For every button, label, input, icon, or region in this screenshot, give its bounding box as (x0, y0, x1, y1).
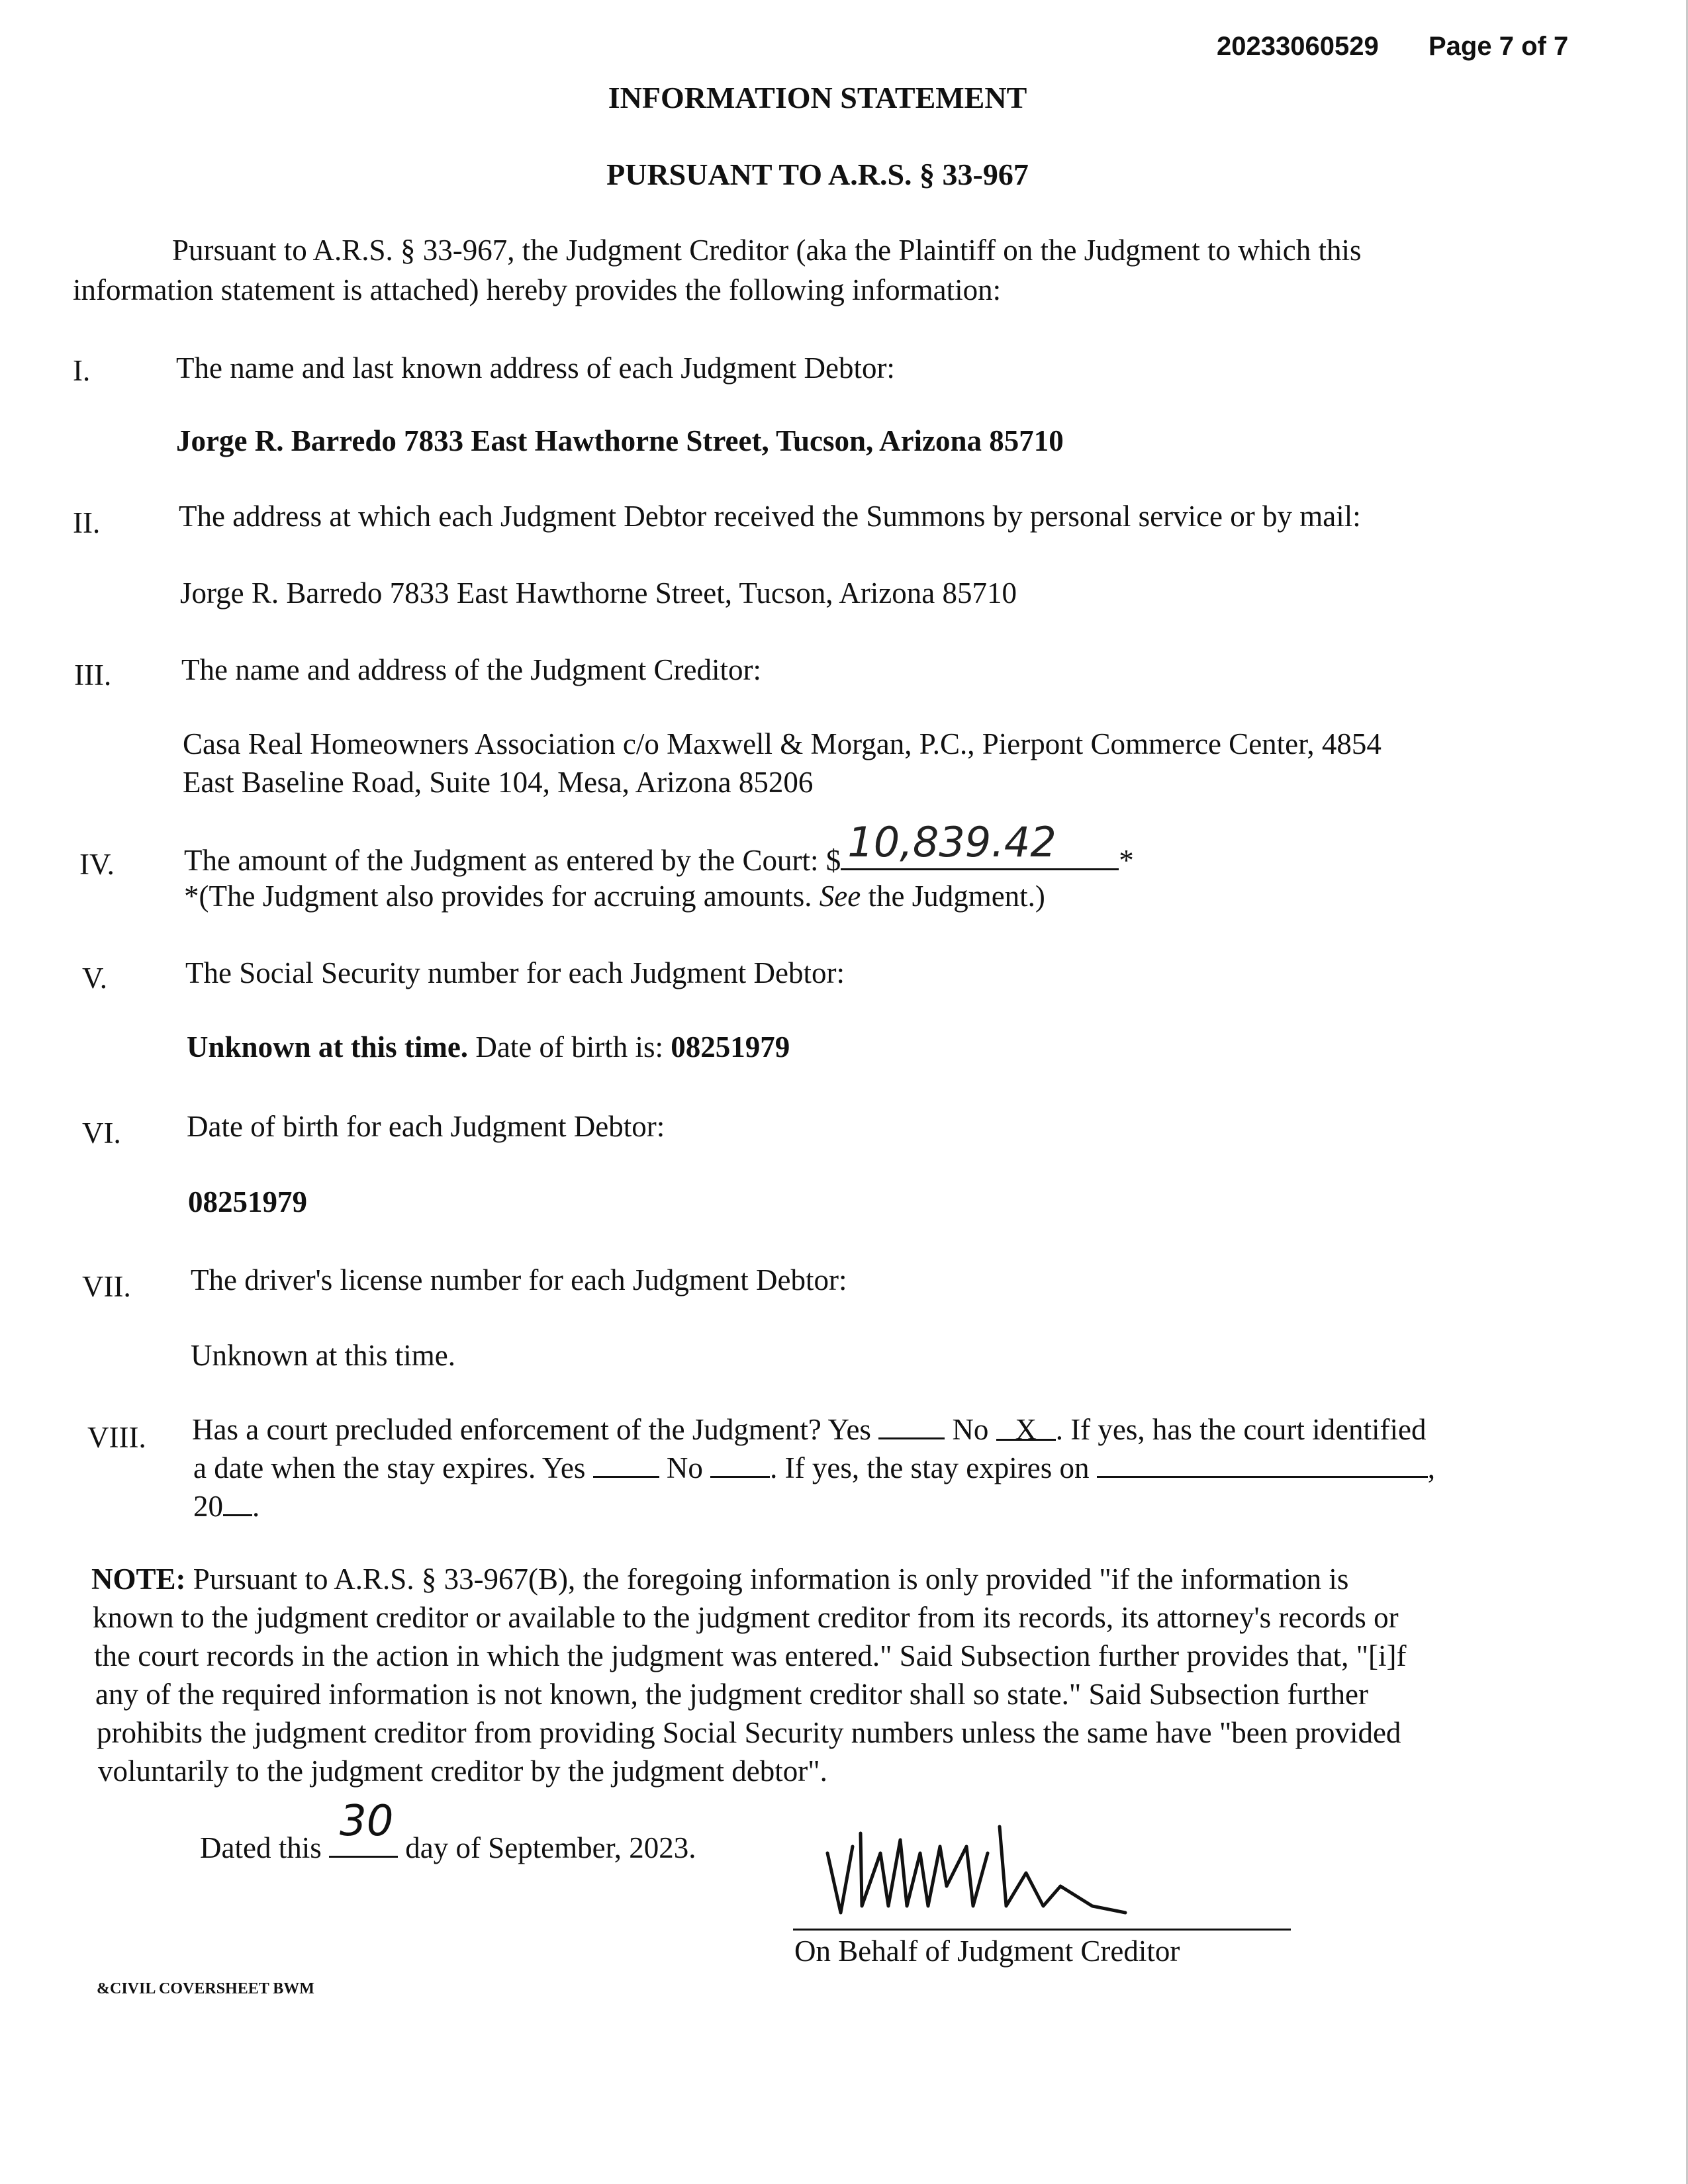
no-mark-1: X (1015, 1413, 1037, 1446)
footer-code: &CIVIL COVERSHEET BWM (97, 1980, 314, 1997)
note-line-1-text: Pursuant to A.R.S. § 33-967(B), the foregoing information is only provided "if the information is (185, 1563, 1349, 1596)
yes-blank-1 (878, 1408, 945, 1439)
note-label: NOTE: (91, 1563, 186, 1596)
intro-line-1: Pursuant to A.R.S. § 33-967, the Judgment Creditor (aka the Plaintiff on the Judgment to which this (172, 234, 1362, 267)
no-blank-1 (996, 1410, 1056, 1446)
item-viii-question-1-end: . If yes, has the court identified (1055, 1413, 1427, 1446)
item-iii-number: III. (74, 659, 112, 692)
item-viii-line-2 (193, 1447, 1435, 1488)
item-iii-label: The name and address of the Judgment Creditor: (181, 653, 762, 686)
stay-expiry-date-blank (1097, 1447, 1428, 1478)
signature-line (793, 1929, 1291, 1931)
item-i-label: The name and last known address of each Judgment Debtor: (176, 351, 895, 385)
item-iv-note-end: the Judgment.) (861, 880, 1045, 913)
page-label: Page 7 of 7 (1429, 32, 1569, 61)
item-v-value-mid: Date of birth is: (468, 1030, 671, 1064)
item-iv-line (184, 818, 1134, 880)
note-line-3: the court records in the action in which the judgment was entered." Said Subsection further provides that, "[i]f (94, 1639, 1407, 1672)
intro-line-2: information statement is attached) hereby provides the following information: (73, 273, 1002, 306)
judgment-amount-field (841, 818, 1119, 870)
item-iv-note (184, 876, 1045, 916)
no-blank-2 (710, 1447, 770, 1478)
item-viii-question-2: a date when the stay expires. Yes (193, 1451, 593, 1484)
item-viii-question-2-end: . If yes, the stay expires on (770, 1451, 1097, 1484)
item-viii-comma: , (1427, 1451, 1435, 1484)
dated-line (200, 1797, 696, 1868)
dated-suffix: day of September, 2023. (397, 1831, 696, 1864)
item-viii-no-label-1: No (945, 1413, 996, 1446)
note-line-2: known to the judgment creditor or available to the judgment creditor from its records, its attorney's records or (93, 1601, 1399, 1634)
item-viii-year-end: . (252, 1490, 260, 1523)
dated-prefix: Dated this (200, 1831, 329, 1864)
note-line-6: voluntarily to the judgment creditor by the judgment debtor". (98, 1754, 827, 1788)
item-iv-number: IV. (79, 848, 115, 881)
signature-caption: On Behalf of Judgment Creditor (794, 1934, 1180, 1968)
yes-blank-2 (593, 1447, 659, 1478)
item-vi-number: VI. (82, 1116, 121, 1150)
note-line-5: prohibits the judgment creditor from providing Social Security numbers unless the same have "been provided (97, 1716, 1401, 1749)
dated-day-handwritten: 30 (339, 1797, 394, 1846)
item-v-value-dob: 08251979 (671, 1030, 790, 1064)
item-iv-asterisk: * (1119, 844, 1134, 877)
item-viii-year-prefix: 20 (193, 1490, 223, 1523)
item-vi-value: 08251979 (188, 1185, 307, 1218)
signature-scribble (814, 1807, 1185, 1933)
stay-expiry-year-blank (223, 1485, 252, 1516)
item-v-label: The Social Security number for each Judgment Debtor: (185, 956, 845, 989)
title-line-1: INFORMATION STATEMENT (608, 81, 1027, 114)
item-vii-label: The driver's license number for each Judgment Debtor: (191, 1263, 847, 1297)
signature (814, 1807, 1185, 1933)
item-vii-number: VII. (82, 1270, 131, 1303)
item-viii-line-3 (193, 1485, 259, 1526)
item-viii-line-1 (192, 1408, 1427, 1449)
item-iv-note-text: *(The Judgment also provides for accruing amounts. (184, 880, 820, 913)
item-ii-number: II. (73, 506, 101, 539)
item-vi-label: Date of birth for each Judgment Debtor: (187, 1110, 665, 1143)
item-viii-question-1: Has a court precluded enforcement of the Judgment? Yes (192, 1413, 879, 1446)
item-viii-number: VIII. (87, 1421, 146, 1454)
item-viii-no-label-2: No (659, 1451, 711, 1484)
item-v-value (187, 1027, 790, 1067)
item-v-value-unknown: Unknown at this time. (187, 1030, 469, 1064)
item-iv-note-see: See (819, 880, 861, 913)
judgment-amount-handwritten: 10,839.42 (847, 818, 1056, 866)
item-i-value: Jorge R. Barredo 7833 East Hawthorne Street, Tucson, Arizona 85710 (176, 424, 1064, 457)
item-iii-value-line-2: East Baseline Road, Suite 104, Mesa, Arizona 85206 (183, 766, 814, 799)
note-line-1 (91, 1561, 1348, 1598)
dated-day-blank (329, 1797, 398, 1858)
item-v-number: V. (82, 962, 107, 995)
note-line-4: any of the required information is not known, the judgment creditor shall so state." Said Subsection further (95, 1678, 1368, 1711)
item-iv-label: The amount of the Judgment as entered by the Court: $ (184, 844, 841, 877)
item-i-number: I. (73, 354, 91, 387)
item-iii-value-line-1: Casa Real Homeowners Association c/o Maxwell & Morgan, P.C., Pierpont Commerce Center, 4854 (183, 727, 1382, 760)
item-ii-value: Jorge R. Barredo 7833 East Hawthorne Street, Tucson, Arizona 85710 (180, 576, 1017, 610)
title-line-2: PURSUANT TO A.R.S. § 33-967 (606, 158, 1029, 191)
item-vii-value: Unknown at this time. (191, 1339, 455, 1372)
doc-number: 20233060529 (1217, 32, 1379, 61)
item-ii-label: The address at which each Judgment Debtor received the Summons by personal service or by mail: (179, 500, 1361, 533)
